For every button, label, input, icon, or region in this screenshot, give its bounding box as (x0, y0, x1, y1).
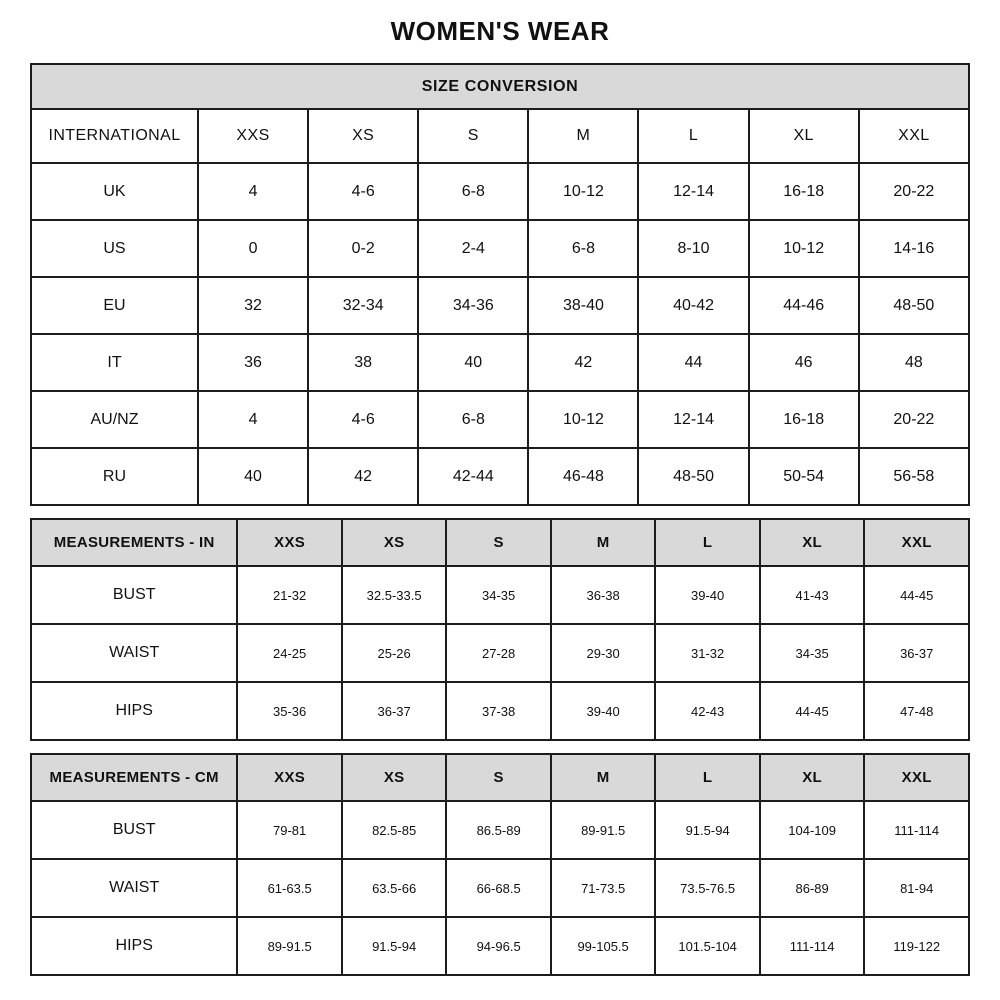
value-cell: 48-50 (638, 448, 748, 505)
row-label-cell: UK (31, 163, 198, 220)
measurements-cm-table (30, 753, 970, 976)
value-cell: 32-34 (308, 277, 418, 334)
size-header-cell: XXS (237, 519, 342, 566)
value-cell: 91.5-94 (655, 801, 760, 859)
value-cell: 44-45 (864, 566, 969, 624)
value-cell: 10-12 (528, 163, 638, 220)
table-title-cell: INTERNATIONAL (31, 109, 198, 163)
row-label-cell: WAIST (31, 624, 237, 682)
size-header-cell: S (418, 109, 528, 163)
value-cell: 39-40 (655, 566, 760, 624)
value-cell: 119-122 (864, 917, 969, 975)
value-cell: 56-58 (859, 448, 969, 505)
size-header-cell: XXL (859, 109, 969, 163)
value-cell: 36-37 (864, 624, 969, 682)
value-cell: 10-12 (749, 220, 859, 277)
value-cell: 40 (418, 334, 528, 391)
value-cell: 99-105.5 (551, 917, 656, 975)
value-cell: 16-18 (749, 391, 859, 448)
value-cell: 38 (308, 334, 418, 391)
table-row (31, 566, 969, 624)
row-label-cell: BUST (31, 566, 237, 624)
value-cell: 6-8 (418, 391, 528, 448)
row-label-cell: AU/NZ (31, 391, 198, 448)
row-label-cell: RU (31, 448, 198, 505)
value-cell: 34-36 (418, 277, 528, 334)
value-cell: 20-22 (859, 391, 969, 448)
size-header-cell: XL (760, 754, 865, 801)
value-cell: 46 (749, 334, 859, 391)
row-label-cell: EU (31, 277, 198, 334)
table-row (31, 277, 969, 334)
value-cell: 42 (308, 448, 418, 505)
table-row (31, 624, 969, 682)
size-header-cell: XXS (198, 109, 308, 163)
value-cell: 24-25 (237, 624, 342, 682)
value-cell: 4 (198, 163, 308, 220)
value-cell: 4 (198, 391, 308, 448)
value-cell: 21-32 (237, 566, 342, 624)
row-label-cell: WAIST (31, 859, 237, 917)
table-header-row (31, 519, 969, 566)
value-cell: 32.5-33.5 (342, 566, 447, 624)
table-header-row (31, 754, 969, 801)
value-cell: 20-22 (859, 163, 969, 220)
size-conversion-table (30, 63, 970, 506)
value-cell: 101.5-104 (655, 917, 760, 975)
row-label-cell: HIPS (31, 682, 237, 740)
value-cell: 44 (638, 334, 748, 391)
value-cell: 10-12 (528, 391, 638, 448)
row-label-cell: BUST (31, 801, 237, 859)
value-cell: 40 (198, 448, 308, 505)
value-cell: 81-94 (864, 859, 969, 917)
table-row (31, 917, 969, 975)
value-cell: 61-63.5 (237, 859, 342, 917)
value-cell: 14-16 (859, 220, 969, 277)
row-label-cell: IT (31, 334, 198, 391)
value-cell: 42-44 (418, 448, 528, 505)
value-cell: 86-89 (760, 859, 865, 917)
size-header-cell: M (528, 109, 638, 163)
value-cell: 73.5-76.5 (655, 859, 760, 917)
value-cell: 86.5-89 (446, 801, 551, 859)
value-cell: 35-36 (237, 682, 342, 740)
value-cell: 48-50 (859, 277, 969, 334)
value-cell: 63.5-66 (342, 859, 447, 917)
value-cell: 27-28 (446, 624, 551, 682)
value-cell: 12-14 (638, 163, 748, 220)
size-header-cell: L (655, 754, 760, 801)
size-header-cell: L (655, 519, 760, 566)
value-cell: 31-32 (655, 624, 760, 682)
table-row (31, 391, 969, 448)
value-cell: 42 (528, 334, 638, 391)
value-cell: 44-46 (749, 277, 859, 334)
size-header-cell: XXL (864, 754, 969, 801)
value-cell: 0 (198, 220, 308, 277)
value-cell: 42-43 (655, 682, 760, 740)
value-cell: 0-2 (308, 220, 418, 277)
value-cell: 4-6 (308, 163, 418, 220)
table-row (31, 220, 969, 277)
table-row (31, 334, 969, 391)
row-label-cell: US (31, 220, 198, 277)
table-row (31, 859, 969, 917)
size-header-cell: XS (342, 754, 447, 801)
size-header-cell: XXS (237, 754, 342, 801)
value-cell: 25-26 (342, 624, 447, 682)
value-cell: 89-91.5 (551, 801, 656, 859)
value-cell: 6-8 (528, 220, 638, 277)
size-header-cell: XS (342, 519, 447, 566)
value-cell: 66-68.5 (446, 859, 551, 917)
value-cell: 41-43 (760, 566, 865, 624)
page-title: WOMEN'S WEAR (390, 16, 610, 46)
table-title-cell: MEASUREMENTS - IN (31, 519, 237, 566)
value-cell: 82.5-85 (342, 801, 447, 859)
value-cell: 47-48 (864, 682, 969, 740)
value-cell: 50-54 (749, 448, 859, 505)
value-cell: 2-4 (418, 220, 528, 277)
value-cell: 46-48 (528, 448, 638, 505)
value-cell: 32 (198, 277, 308, 334)
measurements-in-table (30, 518, 970, 741)
value-cell: 111-114 (760, 917, 865, 975)
value-cell: 12-14 (638, 391, 748, 448)
value-cell: 40-42 (638, 277, 748, 334)
value-cell: 48 (859, 334, 969, 391)
value-cell: 8-10 (638, 220, 748, 277)
value-cell: 94-96.5 (446, 917, 551, 975)
value-cell: 37-38 (446, 682, 551, 740)
value-cell: 4-6 (308, 391, 418, 448)
value-cell: 89-91.5 (237, 917, 342, 975)
value-cell: 91.5-94 (342, 917, 447, 975)
size-conversion-title: SIZE CONVERSION (31, 64, 969, 109)
size-header-cell: XL (749, 109, 859, 163)
table-row (31, 448, 969, 505)
table-header-row (31, 109, 969, 163)
value-cell: 79-81 (237, 801, 342, 859)
size-header-cell: L (638, 109, 748, 163)
table-row (31, 801, 969, 859)
value-cell: 71-73.5 (551, 859, 656, 917)
value-cell: 29-30 (551, 624, 656, 682)
size-header-cell: XS (308, 109, 418, 163)
size-header-cell: M (551, 519, 656, 566)
row-label-cell: HIPS (31, 917, 237, 975)
size-header-cell: XXL (864, 519, 969, 566)
value-cell: 104-109 (760, 801, 865, 859)
value-cell: 34-35 (446, 566, 551, 624)
size-header-cell: XL (760, 519, 865, 566)
value-cell: 6-8 (418, 163, 528, 220)
value-cell: 38-40 (528, 277, 638, 334)
value-cell: 16-18 (749, 163, 859, 220)
value-cell: 36 (198, 334, 308, 391)
value-cell: 36-37 (342, 682, 447, 740)
table-row (31, 682, 969, 740)
value-cell: 39-40 (551, 682, 656, 740)
table-title-cell: MEASUREMENTS - CM (31, 754, 237, 801)
table-caption-row (31, 64, 969, 109)
size-header-cell: M (551, 754, 656, 801)
value-cell: 36-38 (551, 566, 656, 624)
size-header-cell: S (446, 519, 551, 566)
value-cell: 111-114 (864, 801, 969, 859)
table-row (31, 163, 969, 220)
value-cell: 34-35 (760, 624, 865, 682)
size-header-cell: S (446, 754, 551, 801)
value-cell: 44-45 (760, 682, 865, 740)
